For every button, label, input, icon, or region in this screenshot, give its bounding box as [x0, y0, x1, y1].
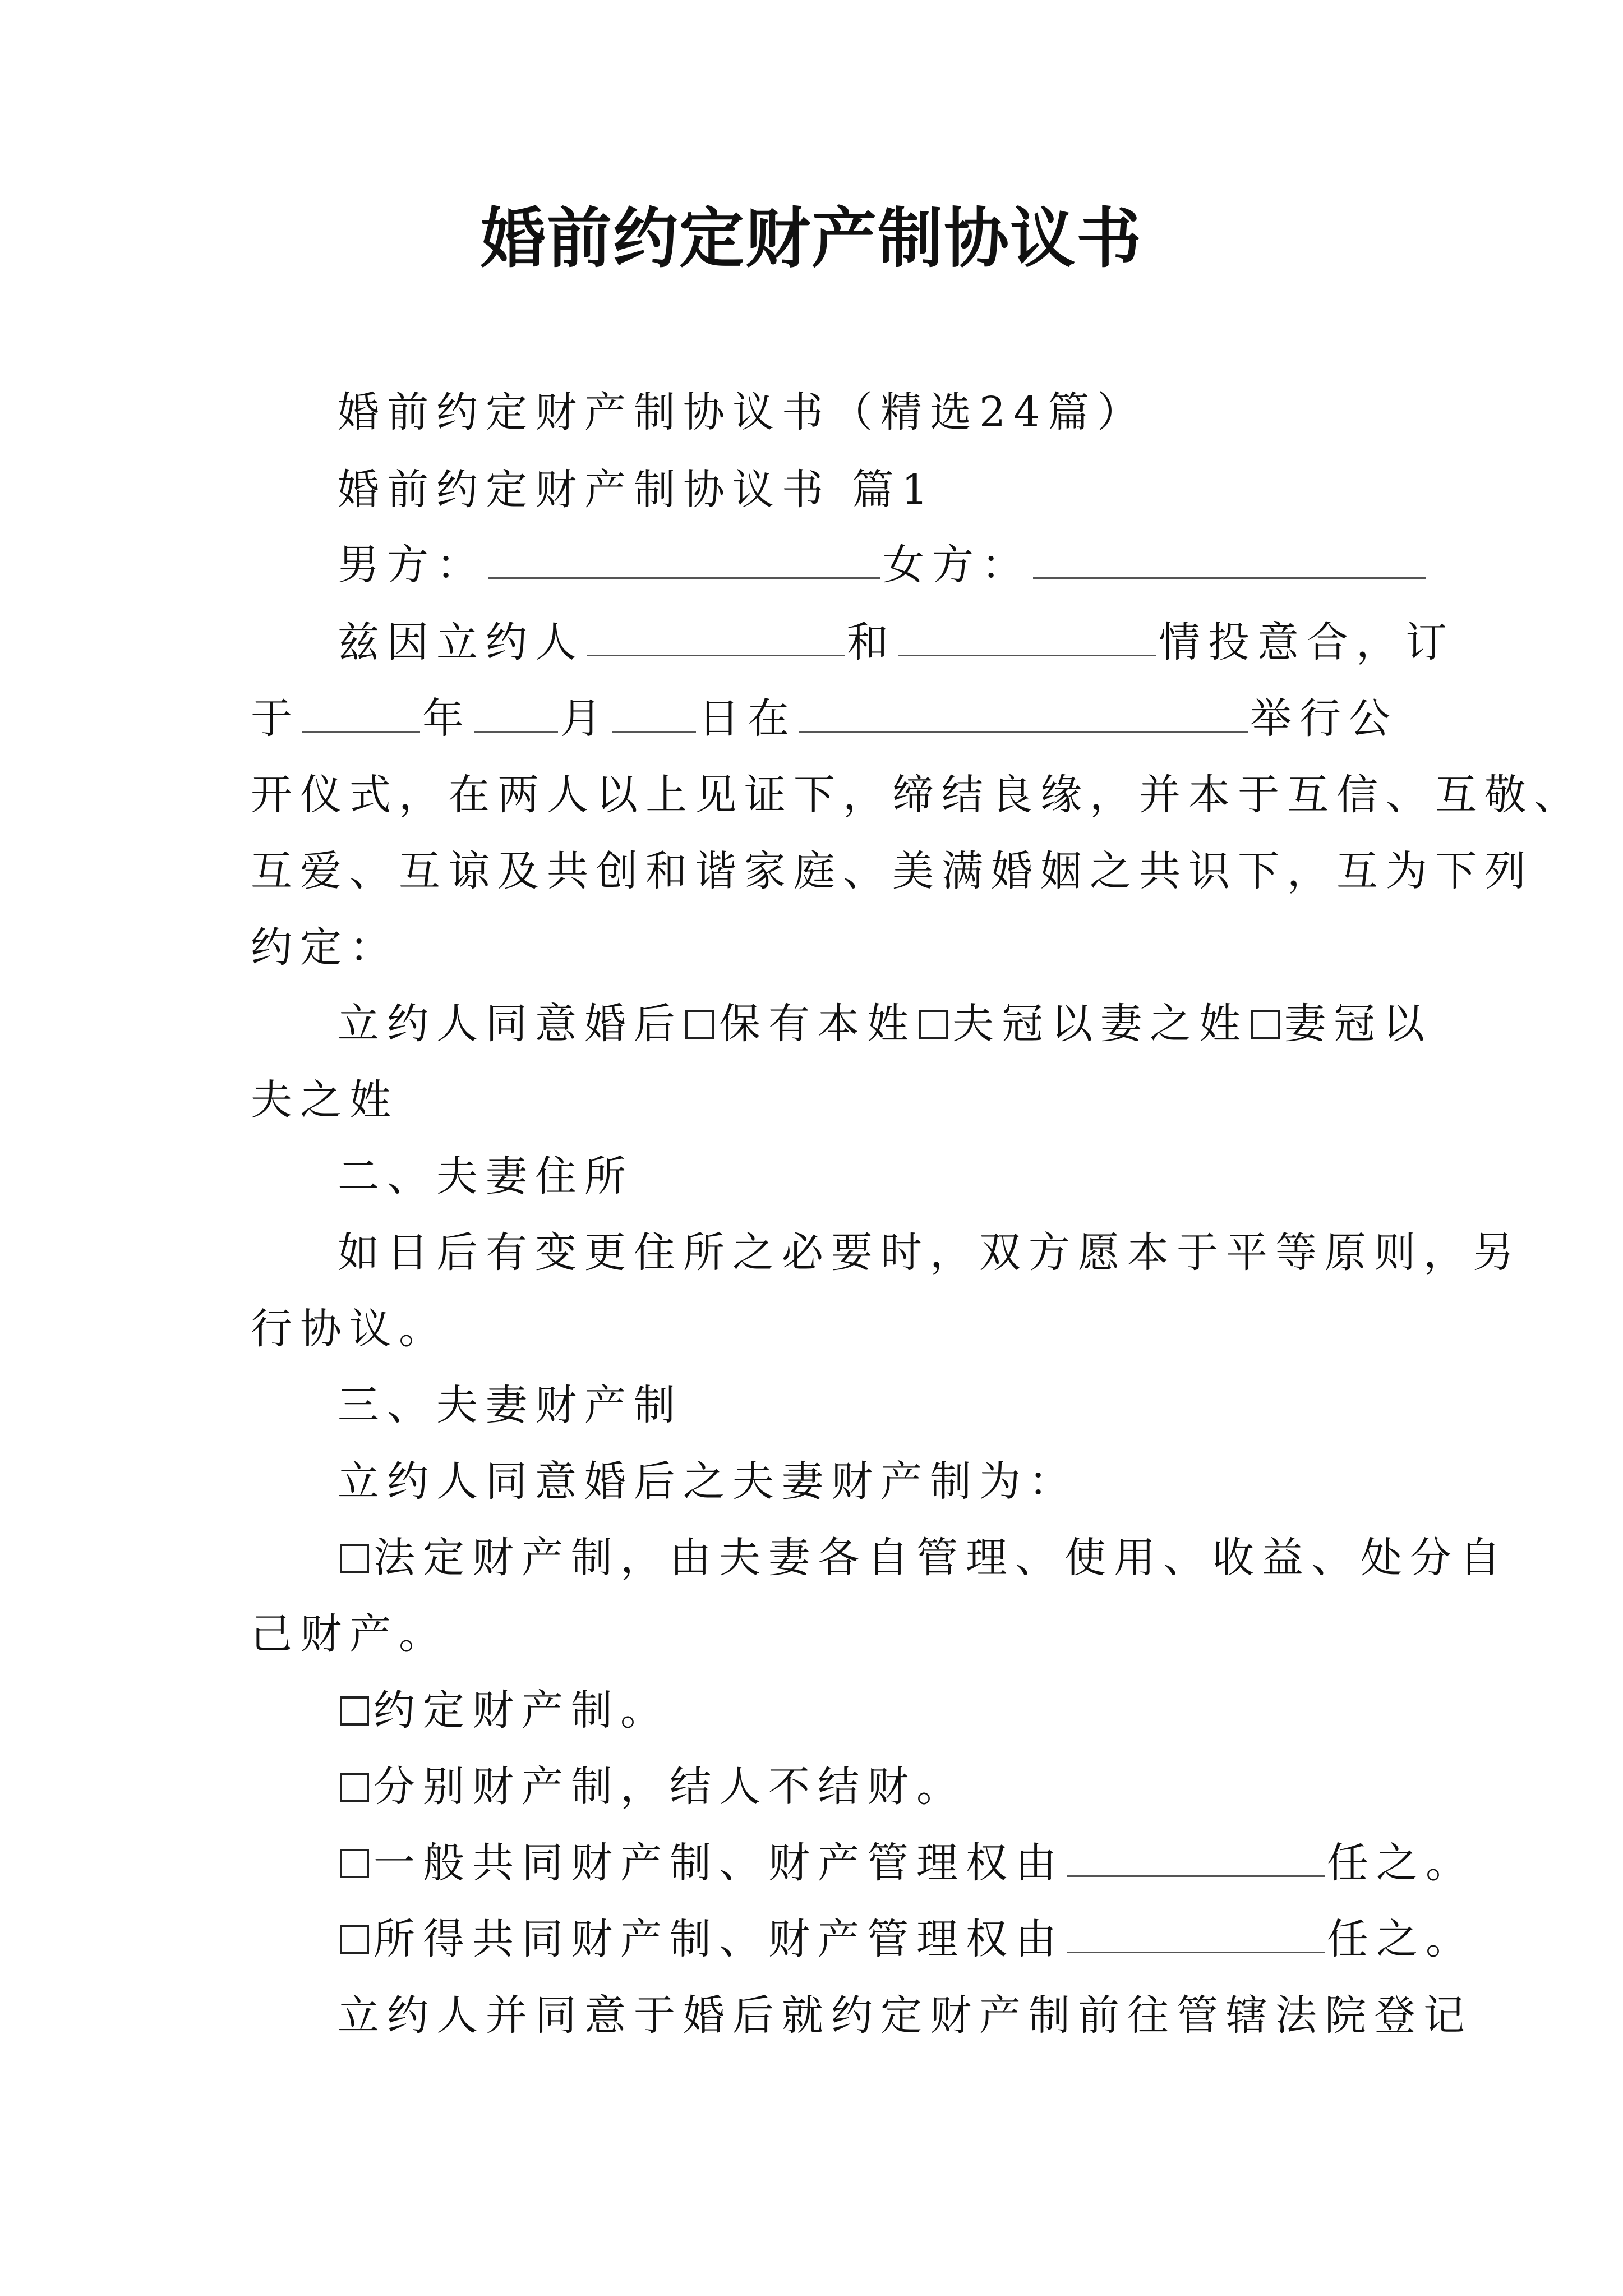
manager-blank-income	[1067, 1912, 1325, 1953]
checkbox-wife-takes-husband-surname[interactable]	[1251, 1010, 1280, 1039]
body-line: 兹因立约人 和 情投意合，订	[338, 611, 1455, 673]
body-line: 开仪式，在两人以上见证下，缔结良缘，并本于互信、互敬、	[251, 771, 1583, 819]
surname-option-line: 立约人同意婚后 保有本姓 夫冠以妻之姓 妻冠以	[338, 1000, 1432, 1048]
option-general-common-property: 一般共同财产制、财产管理权由 任之。	[338, 1832, 1475, 1894]
option-legal-property: 法定财产制，由夫妻各自管理、使用、收益、处分自	[338, 1527, 1509, 1589]
body-line: 行协议。	[251, 1305, 448, 1353]
party-b-blank	[898, 615, 1156, 656]
party-a-blank	[587, 615, 845, 656]
checkbox-keep-surname[interactable]	[685, 1010, 714, 1039]
document-title: 婚前约定财产制协议书	[481, 200, 1142, 277]
section-heading-residence: 二、夫妻住所	[338, 1152, 634, 1200]
body-line: 夫之姓	[251, 1076, 399, 1124]
body-line: 己财产。	[251, 1610, 448, 1658]
venue-blank	[799, 692, 1248, 733]
subtitle-line: 婚前约定财产制协议书（精选24篇）	[338, 388, 1147, 436]
option-agreed-property: 约定财产制。	[338, 1680, 670, 1741]
section-heading-1: 婚前约定财产制协议书 篇1	[338, 466, 936, 514]
body-line: 约定：	[251, 923, 399, 972]
checkbox-agreed-property[interactable]	[340, 1696, 369, 1726]
parties-line: 男方： 女方：	[338, 534, 1428, 596]
body-line: 互爱、互谅及共创和谐家庭、美满婚姻之共识下，互为下列	[251, 847, 1534, 895]
section-heading-property: 三、夫妻财产制	[338, 1381, 683, 1429]
body-line: 如日后有变更住所之必要时，双方愿本于平等原则，另	[338, 1228, 1522, 1277]
year-blank	[302, 692, 420, 733]
female-party-blank	[1033, 538, 1426, 579]
checkbox-legal-property[interactable]	[340, 1544, 369, 1573]
body-line: 立约人并同意于婚后就约定财产制前往管辖法院登记	[338, 1991, 1473, 2040]
checkbox-husband-takes-wife-surname[interactable]	[919, 1010, 948, 1039]
checkbox-separate-property[interactable]	[340, 1773, 369, 1802]
option-separate-property: 分别财产制，结人不结财。	[338, 1756, 966, 1818]
male-party-blank	[488, 538, 880, 579]
month-blank	[474, 692, 558, 733]
body-line: 于 年 月 日在 举行公	[251, 688, 1398, 749]
checkbox-general-common-property[interactable]	[340, 1849, 369, 1878]
manager-blank-general	[1067, 1836, 1325, 1877]
checkbox-income-common-property[interactable]	[340, 1925, 369, 1954]
body-line: 立约人同意婚后之夫妻财产制为：	[338, 1457, 1078, 1506]
option-income-common-property: 所得共同财产制、财产管理权由 任之。	[338, 1908, 1475, 1970]
day-blank	[612, 692, 696, 733]
